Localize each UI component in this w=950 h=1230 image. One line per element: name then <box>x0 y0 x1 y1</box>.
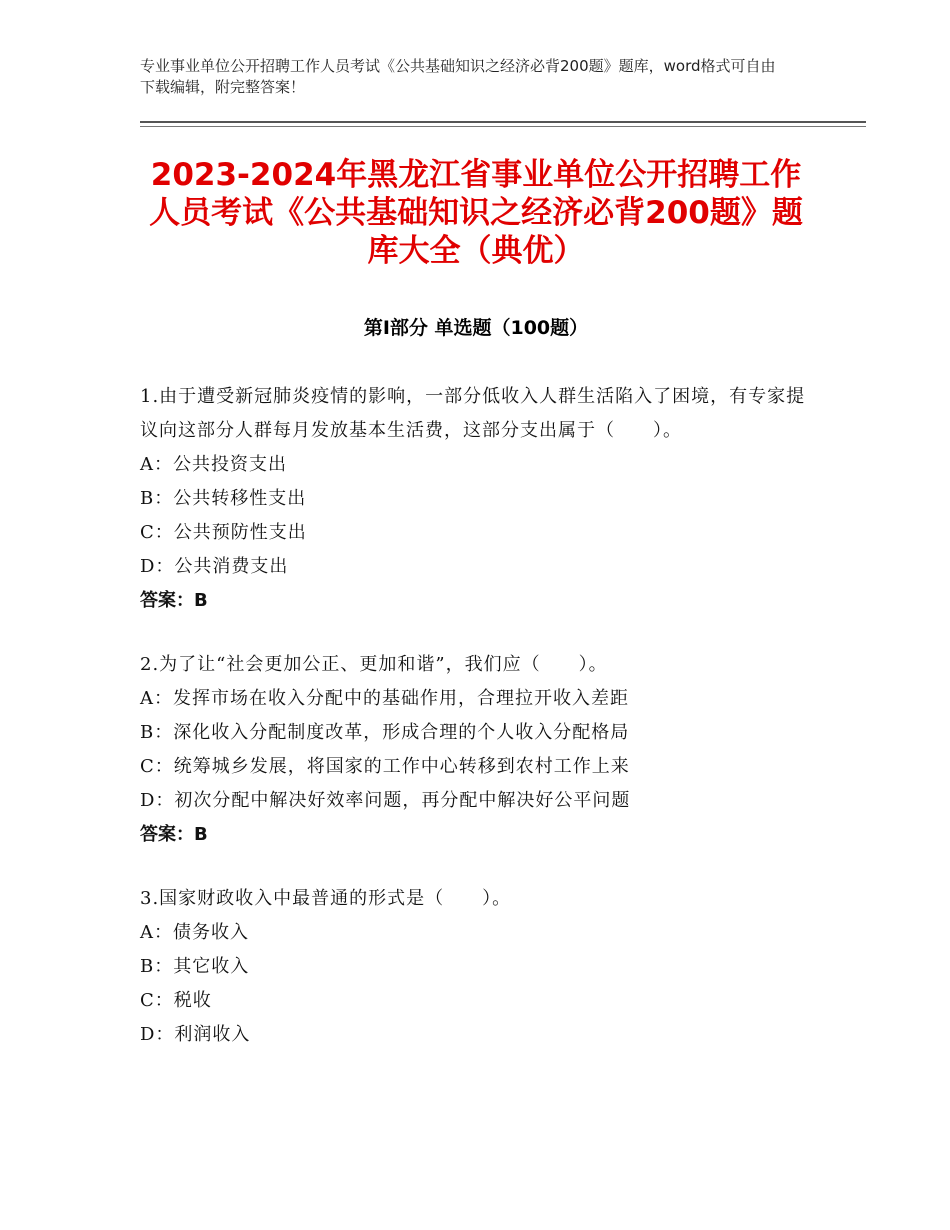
option-b: B：其它收入 <box>140 956 250 977</box>
question-1 <box>140 380 810 618</box>
question-3 <box>140 882 810 1052</box>
question-stem: 3.国家财政收入中最普通的形式是（ ）。 <box>140 888 512 909</box>
section-title: 第Ⅰ部分 单选题（100题） <box>363 317 589 339</box>
answer-text: 答案：B <box>140 824 208 845</box>
document-title: 2023-2024年黑龙江省事业单位公开招聘工作人员考试《公共基础知识之经济必背200题》题库大全（典优） <box>149 157 803 269</box>
answer-text: 答案：B <box>140 590 208 611</box>
option-d: D：初次分配中解决好效率问题，再分配中解决好公平问题 <box>140 790 631 811</box>
option-c: C：税收 <box>140 990 212 1011</box>
option-d: D：利润收入 <box>140 1024 251 1045</box>
option-d: D：公共消费支出 <box>140 556 289 577</box>
header-rule-thick <box>140 121 866 123</box>
option-b: B：深化收入分配制度改革，形成合理的个人收入分配格局 <box>140 722 630 743</box>
header-note: 专业事业单位公开招聘工作人员考试《公共基础知识之经济必背200题》题库，word格式可自由下载编辑，附完整答案！ <box>140 57 776 96</box>
question-2 <box>140 648 810 852</box>
option-a: A：债务收入 <box>140 922 249 943</box>
option-c: C：统筹城乡发展，将国家的工作中心转移到农村工作上来 <box>140 756 630 777</box>
question-list <box>140 380 810 1082</box>
option-b: B：公共转移性支出 <box>140 488 307 509</box>
option-c: C：公共预防性支出 <box>140 522 307 543</box>
question-stem: 1.由于遭受新冠肺炎疫情的影响，一部分低收入人群生活陷入了困境，有专家提议向这部分人群每月发放基本生活费，这部分支出属于（ ）。 <box>140 386 806 441</box>
question-stem: 2.为了让“社会更加公正、更加和谐”，我们应（ ）。 <box>140 654 608 675</box>
header-rule-thin <box>140 126 866 127</box>
option-a: A：公共投资支出 <box>140 454 287 475</box>
option-a: A：发挥市场在收入分配中的基础作用，合理拉开收入差距 <box>140 688 629 709</box>
